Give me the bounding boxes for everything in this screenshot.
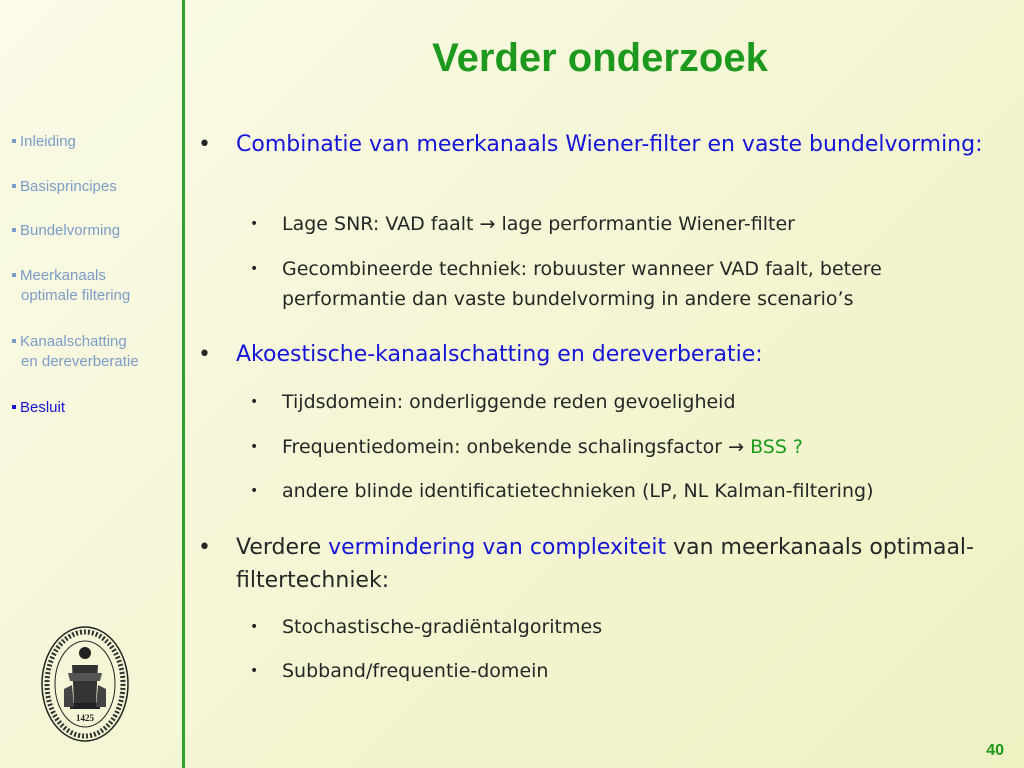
sub-bullet-3-1: • Stochastische-gradiëntalgoritmes (250, 612, 1010, 642)
university-seal-icon (40, 625, 130, 743)
bullet-dot-icon: • (250, 261, 259, 277)
bullet-dot-icon: • (250, 663, 259, 679)
bullet-square-icon (12, 339, 16, 343)
sidebar-divider (182, 0, 185, 768)
bullet-square-icon (12, 184, 16, 188)
sub-bullet-2-1: • Tijdsdomein: onderliggende reden gevoeligheid (250, 387, 1010, 417)
sub-bullet-1-1: • Lage SNR: VAD faalt → lage performantie Wiener-filter (250, 209, 1010, 239)
bullet-2: • Akoestische-kanaalschatting en dereverberatie: (198, 338, 998, 371)
seal-year: 1425 (76, 713, 94, 723)
bullet-dot-icon: • (250, 394, 259, 410)
bullet-square-icon (12, 405, 16, 409)
sub-bullet-2-2: • Frequentiedomein: onbekende schalingsfactor → BSS ? (250, 432, 1010, 462)
nav-item-meerkanaals[interactable]: Meerkanaals optimale filtering (12, 266, 130, 306)
bullet-dot-icon: • (250, 216, 259, 232)
bullet-dot-icon: • (198, 535, 211, 560)
nav-item-bundelvorming[interactable]: Bundelvorming (12, 221, 120, 241)
slide-title: Verder onderzoek (432, 36, 768, 80)
arrow-right-icon: → (728, 436, 745, 458)
sub-bullet-3-2: • Subband/frequentie-domein (250, 656, 1010, 686)
bullet-square-icon (12, 139, 16, 143)
page-number: 40 (986, 742, 1004, 759)
bullet-dot-icon: • (250, 439, 259, 455)
arrow-right-icon: → (479, 213, 496, 235)
nav-item-besluit[interactable]: Besluit (12, 398, 65, 418)
bullet-1: • Combinatie van meerkanaals Wiener-filter en vaste bundelvorming: (198, 128, 998, 194)
nav-item-inleiding[interactable]: Inleiding (12, 132, 76, 152)
sub-bullet-2-3: • andere blinde identificatietechnieken (LP, NL Kalman-filtering) (250, 476, 1010, 506)
bullet-dot-icon: • (198, 132, 211, 157)
bullet-square-icon (12, 273, 16, 277)
bullet-dot-icon: • (250, 619, 259, 635)
bullet-3: • Verdere vermindering van complexiteit van meerkanaals optimaal-filtertechniek: (198, 531, 998, 597)
nav-item-basisprincipes[interactable]: Basisprincipes (12, 177, 117, 197)
bullet-dot-icon: • (198, 342, 211, 367)
nav-item-kanaalschatting[interactable]: Kanaalschatting en dereverberatie (12, 332, 139, 372)
bullet-dot-icon: • (250, 483, 259, 499)
bullet-square-icon (12, 228, 16, 232)
sub-bullet-1-2: • Gecombineerde techniek: robuuster wanneer VAD faalt, betere performantie dan vaste bundelvorming in andere scenario’s (250, 254, 1010, 314)
